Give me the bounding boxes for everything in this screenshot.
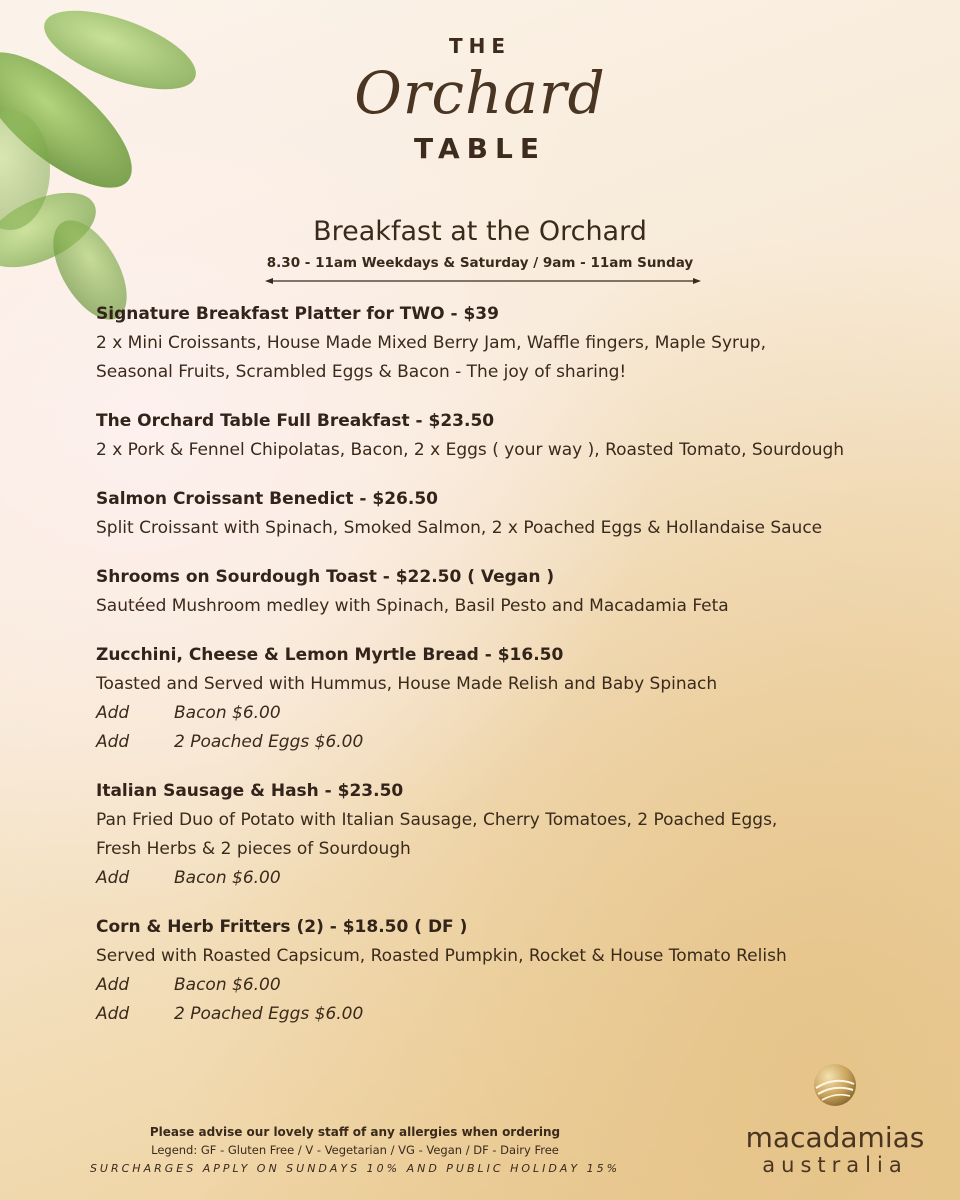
addon-label: Add <box>96 732 130 752</box>
item-title: Salmon Croissant Benedict - $26.50 <box>96 489 438 509</box>
addon-text: Bacon $6.00 <box>174 703 281 723</box>
addon-text: Bacon $6.00 <box>174 975 281 995</box>
item-title: Corn & Herb Fritters (2) - $18.50 ( DF ) <box>96 917 468 937</box>
opening-hours: 8.30 - 11am Weekdays & Saturday / 9am - 11am Sunday <box>266 255 694 271</box>
menu-item <box>96 407 936 465</box>
menu-item <box>96 563 936 621</box>
item-description: Pan Fried Duo of Potato with Italian Sausage, Cherry Tomatoes, 2 Poached Eggs, <box>96 810 778 830</box>
addon-text: 2 Poached Eggs $6.00 <box>174 732 364 752</box>
item-title: Signature Breakfast Platter for TWO - $39 <box>96 304 499 324</box>
menu-item <box>96 300 936 387</box>
item-description: Seasonal Fruits, Scrambled Eggs & Bacon - The joy of sharing! <box>96 362 627 382</box>
macadamias-logo-icon <box>810 1062 860 1108</box>
item-addon <box>96 971 936 1000</box>
menu-item <box>96 641 936 757</box>
allergy-notice: Please advise our lovely staff of any allergies when ordering <box>149 1125 561 1139</box>
arrow-divider <box>265 276 701 286</box>
brand-the: THE <box>448 34 512 58</box>
menu-item <box>96 485 936 543</box>
macadamias-brand <box>740 1062 930 1176</box>
item-title: Shrooms on Sourdough Toast - $22.50 ( Vegan ) <box>96 567 555 587</box>
addon-label: Add <box>96 975 130 995</box>
addon-label: Add <box>96 703 130 723</box>
addon-label: Add <box>96 868 130 888</box>
brand-subtitle: australia <box>762 1153 908 1177</box>
item-description: Sautéed Mushroom medley with Spinach, Basil Pesto and Macadamia Feta <box>96 596 729 616</box>
item-title: The Orchard Table Full Breakfast - $23.50 <box>96 411 495 431</box>
item-description: 2 x Mini Croissants, House Made Mixed Berry Jam, Waffle fingers, Maple Syrup, <box>96 333 766 353</box>
dietary-legend: Legend: GF - Gluten Free / V - Vegetarian / VG - Vegan / DF - Dairy Free <box>151 1143 559 1157</box>
item-addon <box>96 1000 936 1029</box>
menu-item <box>96 777 936 893</box>
surcharge-notice: SURCHARGES APPLY ON SUNDAYS 10% AND PUBLIC HOLIDAY 15% <box>89 1162 621 1175</box>
item-title: Italian Sausage & Hash - $23.50 <box>96 781 404 801</box>
page-title: Breakfast at the Orchard <box>313 216 647 247</box>
item-addon <box>96 728 936 757</box>
item-description: Served with Roasted Capsicum, Roasted Pumpkin, Rocket & House Tomato Relish <box>96 946 787 966</box>
menu-item <box>96 913 936 1029</box>
addon-text: Bacon $6.00 <box>174 868 281 888</box>
menu-header <box>0 34 960 165</box>
item-description: 2 x Pork & Fennel Chipolatas, Bacon, 2 x Eggs ( your way ), Roasted Tomato, Sourdough <box>96 440 845 460</box>
breakfast-menu <box>96 300 936 1049</box>
brand-table: TABLE <box>414 132 546 165</box>
menu-footer <box>80 1123 630 1179</box>
item-description: Split Croissant with Spinach, Smoked Salmon, 2 x Poached Eggs & Hollandaise Sauce <box>96 518 823 538</box>
item-description: Fresh Herbs & 2 pieces of Sourdough <box>96 839 411 859</box>
item-title: Zucchini, Cheese & Lemon Myrtle Bread - $16.50 <box>96 645 564 665</box>
addon-text: 2 Poached Eggs $6.00 <box>174 1004 364 1024</box>
brand-script-title: Orchard <box>354 59 606 127</box>
item-description: Toasted and Served with Hummus, House Made Relish and Baby Spinach <box>96 674 718 694</box>
item-addon <box>96 699 936 728</box>
item-addon <box>96 864 936 893</box>
brand-name: macadamias <box>745 1121 925 1154</box>
addon-label: Add <box>96 1004 130 1024</box>
